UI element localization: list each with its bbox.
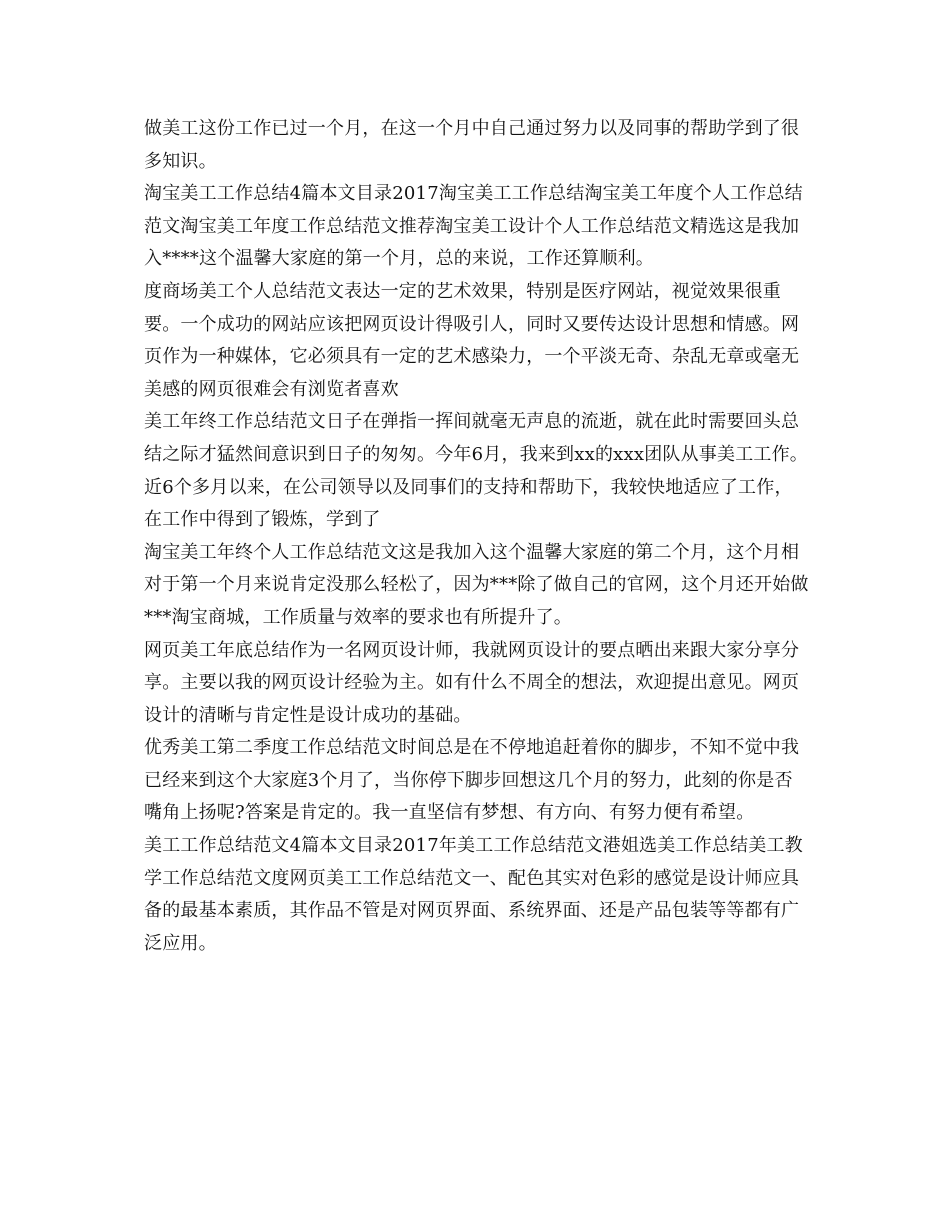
paragraph-1: 做美工这份工作已过一个月，在这一个月中自己通过努力以及同事的帮助学到了很多知识。 [144,118,800,172]
document-body [144,113,809,960]
paragraph-7: 优秀美工第二季度工作总结范文时间总是在不停地追赶着你的脚步，不知不觉中我已经来到这个大家庭3个月了，当你停下脚步回想这几个月的努力，此刻的你是否嘴角上扬呢?答案是肯定的。我一直坚信有梦想、有方向、有努力便有希望。 [144,737,800,824]
paragraph-6: 网页美工年底总结作为一名网页设计师，我就网页设计的要点晒出来跟大家分享分享。主要以我的网页设计经验为主。如有什么不周全的想法，欢迎提出意见。网页设计的清晰与肯定性是设计成功的基础。 [144,639,800,726]
paragraph-8: 美工工作总结范文4篇本文目录2017年美工工作总结范文港姐选美工作总结美工教学工作总结范文度网页美工工作总结范文一、配色其实对色彩的感觉是设计师应具备的最基本素质，其作品不管是对网页界面、系统界面、还是产品包装等等都有广泛应用。 [144,835,803,954]
paragraph-5: 淘宝美工年终个人工作总结范文这是我加入这个温馨大家庭的第二个月，这个月相对于第一个月来说肯定没那么轻松了，因为***除了做自己的官网，这个月还开始做***淘宝商城，工作质量与效率的要求也有所提升了。 [144,541,809,628]
paragraph-3: 度商场美工个人总结范文表达一定的艺术效果，特别是医疗网站，视觉效果很重要。一个成功的网站应该把网页设计得吸引人，同时又要传达设计思想和情感。网页作为一种媒体，它必须具有一定的艺术感染力，一个平淡无奇、杂乱无章或毫无美感的网页很难会有浏览者喜欢 [144,280,800,400]
paragraph-4: 美工年终工作总结范文日子在弹指一挥间就毫无声息的流逝，就在此时需要回头总结之际才猛然间意识到日子的匆匆。今年6月，我来到xx的xxx团队从事美工工作。近6个多月以来，在公司领导以及同事们的支持和帮助下，我较快地适应了工作，在工作中得到了锻炼，学到了 [144,411,809,531]
paragraph-2: 淘宝美工工作总结4篇本文目录2017淘宝美工工作总结淘宝美工年度个人工作总结范文淘宝美工年度工作总结范文推荐淘宝美工设计个人工作总结范文精选这是我加入****这个温馨大家庭的第一个月，总的来说，工作还算顺利。 [144,183,803,270]
